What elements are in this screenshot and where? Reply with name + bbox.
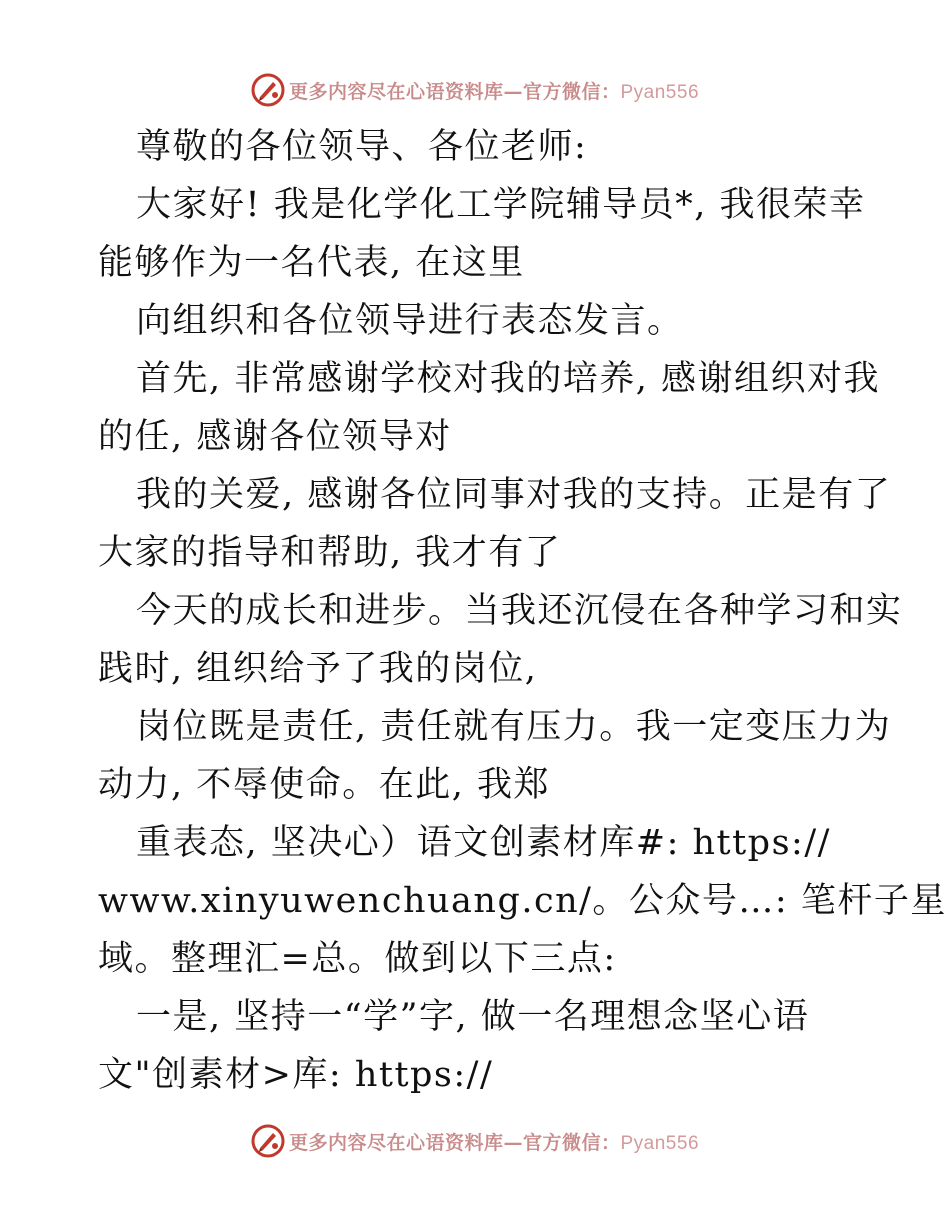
text-line: www.xinyuwenchuang.cn/。公众号…: 笔杆子星 [98, 881, 947, 921]
text-line: 重表态, 坚决心）语文创素材库#: https:// [136, 823, 831, 863]
footer-watermark-text: 更多内容尽在心语资料库—官方微信：Pyan556 [288, 1131, 700, 1154]
quill-seal-icon [251, 1124, 285, 1158]
wechat-id: Pyan556 [620, 1132, 700, 1154]
text-line: 大家的指导和帮助, 我才有了 [98, 533, 562, 573]
text-line: 文"创素材>库: https:// [98, 1055, 494, 1095]
text-line: 域。整理汇=总。做到以下三点: [98, 939, 617, 979]
text-line: 首先, 非常感谢学校对我的培养, 感谢组织对我 [136, 359, 881, 399]
text-line: 动力, 不辱使命。在此, 我郑 [98, 765, 551, 805]
header-watermark-banner [0, 70, 950, 110]
wechat-id: Pyan556 [620, 81, 700, 103]
text-line: 践时, 组织给予了我的岗位, [98, 649, 538, 689]
text-line: 的任, 感谢各位领导对 [98, 417, 452, 457]
text-line: 一是, 坚持一“学”字, 做一名理想念坚心语 [136, 997, 810, 1037]
header-watermark-text: 更多内容尽在心语资料库—官方微信：Pyan556 [288, 80, 700, 103]
quill-seal-icon [251, 73, 285, 107]
text-line: 我的关爱, 感谢各位同事对我的支持。正是有了 [136, 475, 892, 515]
text-line: 岗位既是责任, 责任就有压力。我一定变压力为 [136, 707, 892, 747]
footer-watermark-banner [0, 1121, 950, 1161]
text-line: 能够作为一名代表, 在这里 [98, 243, 525, 283]
text-line: 今天的成长和进步。当我还沉侵在各种学习和实 [136, 591, 903, 631]
text-line: 大家好! 我是化学化工学院辅导员*, 我很荣幸 [136, 185, 866, 225]
text-line: 向组织和各位领导进行表态发言。 [136, 301, 684, 341]
text-line: 尊敬的各位领导、各位老师: [136, 127, 588, 167]
